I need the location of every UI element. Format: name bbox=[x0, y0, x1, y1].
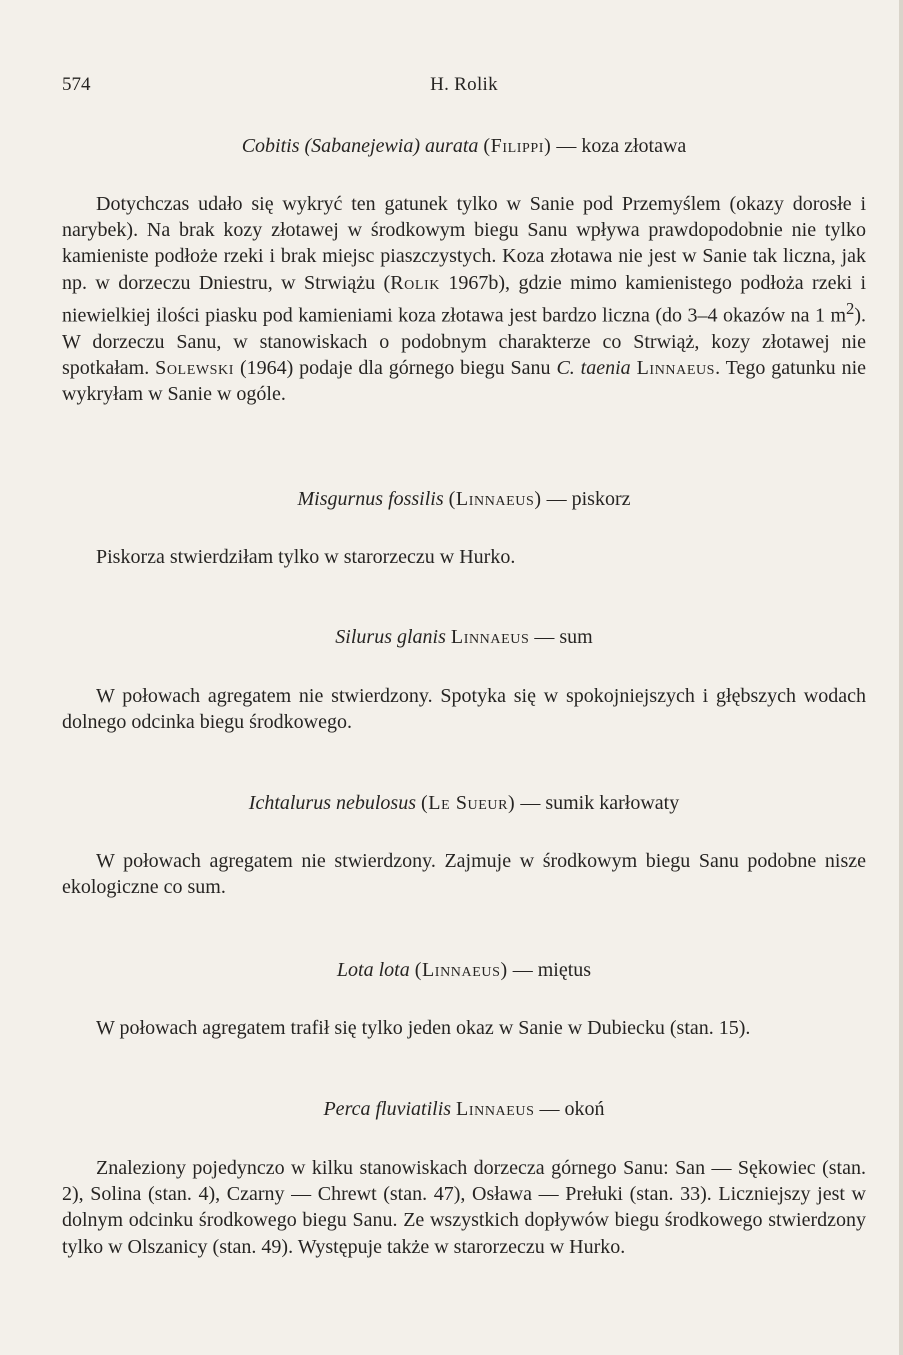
species-heading-silurus bbox=[62, 624, 866, 650]
heading-dash: — bbox=[556, 135, 577, 157]
author-ref: Rolik bbox=[390, 271, 440, 294]
heading-dash: — bbox=[520, 792, 541, 814]
page-number: 574 bbox=[62, 74, 91, 95]
species-heading-cobitis bbox=[62, 133, 866, 159]
genus-name: Ichtalurus bbox=[248, 792, 331, 814]
species-name: glanis bbox=[396, 626, 446, 648]
heading-dash: — bbox=[539, 1098, 560, 1120]
species-name: fluviatilis bbox=[375, 1098, 452, 1120]
common-name: sumik karłowaty bbox=[545, 792, 680, 814]
species-name: lota bbox=[378, 959, 410, 981]
superscript: 2 bbox=[846, 298, 855, 318]
paragraph-misgurnus: Piskorza stwierdziłam tylko w starorzeczu w Hurko. bbox=[96, 546, 516, 568]
paragraph-perca: Znaleziony pojedynczo w kilku stanowiskach dorzecza górnego Sanu: San — Sękowiec (stan. 2), Solina (stan. 4), Czarny — Chrewt (stan. 47), Osława — Prełuki (stan. 33). Liczniejszy jest w dolnym odcinku środkowego biegu Sanu. Ze wszystkich dopływów biegu środkowego stwierdzony tylko w Olszanicy (stan. 49). Występuje także w starorzeczu w Hurko. bbox=[62, 1157, 866, 1258]
author-name: (Linnaeus) bbox=[414, 959, 508, 981]
paragraph-lota: W połowach agregatem trafił się tylko jeden okaz w Sanie w Dubiecku (stan. 15). bbox=[96, 1017, 751, 1039]
paragraph-silurus: W połowach agregatem nie stwierdzony. Spotyka się w spokojniejszych i głębszych wodach dolnego odcinka biegu środkowego. bbox=[62, 685, 866, 734]
genus-name: Misgurnus bbox=[297, 488, 384, 510]
document-page bbox=[62, 0, 866, 1355]
genus-name: Lota bbox=[336, 959, 374, 981]
species-name: fossilis bbox=[388, 488, 444, 510]
heading-dash: — bbox=[512, 959, 533, 981]
common-name: okoń bbox=[564, 1098, 605, 1120]
species-heading-ichtalurus bbox=[62, 790, 866, 816]
heading-dash: — bbox=[546, 488, 567, 510]
species-heading-lota bbox=[62, 957, 866, 983]
species-heading-misgurnus bbox=[62, 486, 866, 512]
page-header bbox=[62, 74, 866, 102]
author-ref: Solewski bbox=[155, 356, 235, 379]
genus-name: Cobitis bbox=[241, 135, 300, 157]
common-name: koza złotawa bbox=[581, 135, 687, 157]
paragraph-cobitis: Dotychczas udało się wykryć ten gatunek tylko w Sanie pod Przemyślem (okazy dorosłe i narybek). Na brak kozy złotawej w środkowym biegu Sanu wpływa prawdopodobnie nie tylko kamieniste podłoże rzeki i brak miejsc piaszczystych. Koza złotawa nie jest w Sanie tak liczna, jak np. w dorzeczu Dniestru, w Strwiążu (Rolik 1967b), gdzie mimo kamienistego podłoża rzeki i niewielkiej ilości piasku pod kamieniami koza złotawa jest bardzo liczna (do 3–4 okazów na 1 $m^2$). W dorzeczu Sanu, w stanowiskach o podobnym charakterze co Strwiąż, kozy złotawej nie spotkałam. Solewski (1964) podaje dla górnego biegu Sanu C. taenia Linnaeus. Tego gatunku nie wykryłam w Sanie w ogóle. bbox=[62, 193, 867, 406]
author-name: (Filippi) bbox=[483, 135, 552, 157]
subgenus-name: (Sabanejewia) bbox=[304, 135, 421, 157]
author-name: (Linnaeus) bbox=[448, 488, 542, 510]
page-edge bbox=[899, 0, 903, 1355]
species-name: aurata bbox=[425, 135, 479, 157]
running-head: H. Rolik bbox=[430, 74, 498, 95]
common-name: miętus bbox=[537, 959, 592, 981]
heading-dash: — bbox=[534, 626, 555, 648]
author-ref: Linnaeus bbox=[636, 356, 716, 379]
species-ref: C. taenia bbox=[556, 356, 631, 379]
common-name: piskorz bbox=[571, 488, 631, 510]
species-name: nebulosus bbox=[336, 792, 416, 814]
genus-name: Perca bbox=[323, 1098, 371, 1120]
author-name: Linnaeus bbox=[450, 626, 530, 648]
genus-name: Silurus bbox=[335, 626, 392, 648]
author-name: Linnaeus bbox=[456, 1098, 535, 1120]
paragraph-ichtalurus: W połowach agregatem nie stwierdzony. Zajmuje w środkowym biegu Sanu podobne nisze ekologiczne co sum. bbox=[62, 850, 866, 899]
common-name: sum bbox=[559, 626, 593, 648]
species-heading-perca bbox=[62, 1096, 866, 1122]
author-name: (Le Sueur) bbox=[421, 792, 516, 814]
